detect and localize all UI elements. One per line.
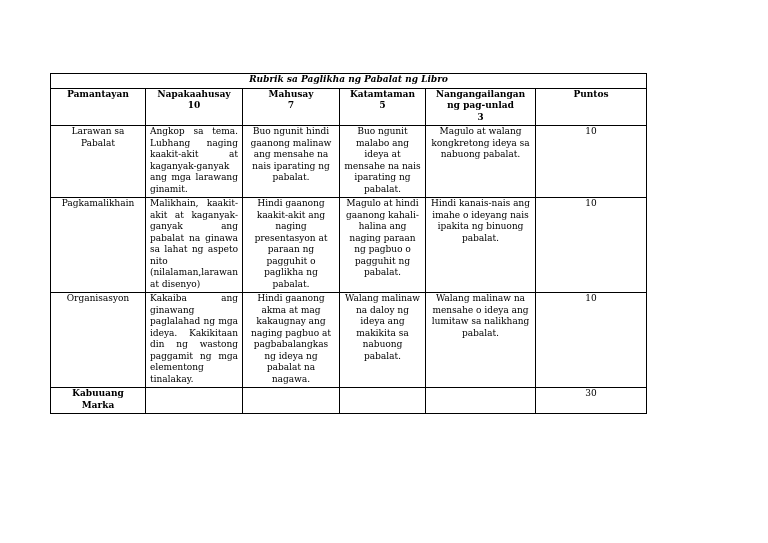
level-4-cell: Hindi kanais-nais ang imahe o ideyang nais ipakita ng binuong pabalat.	[426, 198, 536, 293]
header-level-1	[146, 88, 243, 126]
level-3-cell: Walang malinaw na daloy ng ideya ang makikita sa nabuong pabalat.	[340, 293, 426, 388]
empty-cell	[243, 388, 340, 414]
header-criteria: Pamantayan	[51, 88, 146, 126]
empty-cell	[146, 388, 243, 414]
header-level-4-label: Nangangailangan ng pag-unlad	[435, 89, 526, 111]
table-row	[51, 126, 647, 198]
header-level-3	[340, 88, 426, 126]
level-2-cell: Hindi gaanong akma at mag kakaugnay ang naging pagbuo at pagbabalangkas ng ideya ng pabalat na nagawa.	[243, 293, 340, 388]
header-row	[51, 88, 647, 126]
points-cell: 10	[536, 293, 647, 388]
criterion-cell: Pagkamalikhain	[51, 198, 146, 293]
level-2-cell: Hindi gaanong kaakit-akit ang naging presentasyon at paraan ng pagguhit o paglikha ng pabalat.	[243, 198, 340, 293]
header-level-3-label: Katamtaman	[349, 89, 416, 100]
level-3-cell: Magulo at hindi gaanong kahali-halina ang naging paraan ng pagbuo o pagguhit ng pabalat.	[340, 198, 426, 293]
level-4-cell: Magulo at walang kongkretong ideya sa nabuong pabalat.	[426, 126, 536, 198]
points-cell: 10	[536, 198, 647, 293]
level-1-cell: Kakaiba ang ginawang paglalahad ng mga ideya. Kakikitaan din ng wastong paggamit ng mga elementong tinalakay.	[146, 293, 243, 388]
header-points: Puntos	[536, 88, 647, 126]
total-row	[51, 388, 647, 414]
header-level-4	[426, 88, 536, 126]
table-row	[51, 198, 647, 293]
level-4-cell: Walang malinaw na mensahe o ideya ang lumitaw sa nalikhang pabalat.	[426, 293, 536, 388]
level-1-cell: Angkop sa tema. Lubhang naging kaakit-akit at kaganyak-ganyak ang mga larawang ginamit.	[146, 126, 243, 198]
level-1-cell: Malikhain, kaakit-akit at kaganyak-ganyak ang pabalat na ginawa sa lahat ng aspeto nito (nilalaman,larawan at disenyo)	[146, 198, 243, 293]
criterion-cell: Larawan sa Pabalat	[51, 126, 146, 198]
total-label: Kabuuang Marka	[51, 388, 146, 414]
criterion-cell: Organisasyon	[51, 293, 146, 388]
header-level-3-points: 5	[379, 101, 386, 111]
level-2-cell: Buo ngunit hindi gaanong malinaw ang mensahe na nais iparating ng pabalat.	[243, 126, 340, 198]
level-3-cell: Buo ngunit malabo ang ideya at mensahe na nais iparating ng pabalat.	[340, 126, 426, 198]
header-level-1-label: Napakaahusay	[157, 89, 231, 100]
header-level-2	[243, 88, 340, 126]
points-cell: 10	[536, 126, 647, 198]
title-row	[51, 74, 647, 89]
header-level-1-points: 10	[187, 101, 201, 111]
table-row	[51, 293, 647, 388]
total-points: 30	[536, 388, 647, 414]
rubric-table	[50, 73, 647, 414]
header-level-4-points: 3	[477, 112, 484, 123]
table-title: Rubrik sa Paglikha ng Pabalat ng Libro	[51, 74, 647, 89]
empty-cell	[426, 388, 536, 414]
header-level-2-label: Mahusay	[268, 89, 314, 100]
empty-cell	[340, 388, 426, 414]
header-level-2-points: 7	[287, 101, 295, 111]
